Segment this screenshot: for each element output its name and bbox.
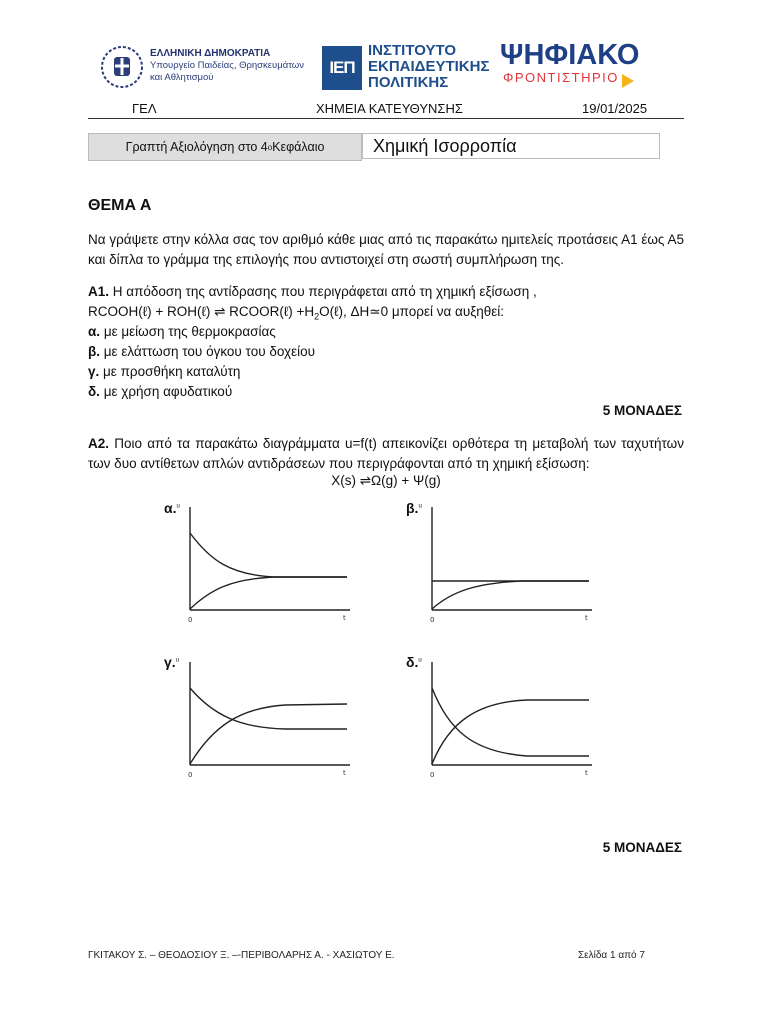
q1-option (88, 382, 684, 402)
graph-b-reverse-rate-curve (432, 581, 589, 609)
graph-b-letter: β. (406, 500, 419, 516)
graph-a-origin: 0 (188, 616, 193, 624)
q1-number: Α1. (88, 284, 110, 299)
section-heading: ΘΕΜΑ Α (88, 197, 152, 214)
q2-stem-block (88, 434, 684, 474)
q1-option (88, 342, 684, 362)
q1-option (88, 362, 684, 382)
graph-d-yaxis: u (418, 657, 422, 664)
graph-a-forward-rate-curve (190, 533, 347, 577)
school-type: ΓΕΛ (132, 101, 157, 116)
assessment-title (88, 133, 362, 161)
topic-title: Χημική Ισορροπία (362, 133, 660, 159)
graph-c-label (164, 654, 179, 670)
graph-a-letter: α. (164, 500, 177, 516)
iep-logo-box: ΙΕΠ (322, 46, 365, 90)
q2-equation: X(s) ⇌Ω(g) + Ψ(g) (331, 473, 441, 488)
ministry-logo-text (150, 48, 304, 84)
q1-option (88, 322, 684, 342)
graph-a-yaxis: u (176, 503, 180, 510)
q1-option-text: με χρήση αφυδατικού (103, 384, 233, 399)
iep-line2: ΕΚΠΑΙΔΕΥΤΙΚΗΣ (368, 58, 490, 75)
course-name: ΧΗΜΕΙΑ ΚΑΤΕΥΘΥΝΣΗΣ (316, 101, 463, 116)
graph-d-forward-rate-curve (432, 688, 589, 756)
graph-b-xaxis: t (585, 614, 588, 622)
q1-equation-b: O(ℓ), ΔH≃0 μπορεί να αυξηθεί: (319, 304, 505, 319)
iep-line3: ΠΟΛΙΤΙΚΗΣ (368, 74, 449, 91)
graph-a-xaxis: t (343, 614, 346, 622)
graph-d-xaxis: t (585, 769, 588, 777)
q1-option-text: με μείωση της θερμοκρασίας (103, 324, 276, 339)
q1-option-text: με προσθήκη καταλύτη (103, 364, 241, 379)
play-triangle-icon (620, 72, 636, 90)
assessment-title-post: Κεφάλαιο (272, 140, 325, 154)
q1-equation-a: RCOOH(ℓ) + ROH(ℓ) ⇌ RCOOR(ℓ) +H (88, 304, 315, 319)
greek-republic-emblem-icon (100, 45, 144, 89)
graph-c-yaxis: u (175, 657, 180, 664)
graph-a[interactable] (185, 505, 355, 630)
q1-option-letter: δ. (88, 384, 100, 399)
iep-line1: ΙΝΣΤΙΤΟΥΤΟ (368, 42, 457, 59)
digital-logo-title: ΨΗΦΙΑΚΟ (500, 39, 640, 71)
q1-option-letter: γ. (88, 364, 100, 379)
q1-option-letter: β. (88, 344, 100, 359)
graph-d-origin: 0 (430, 771, 435, 779)
q1-marks: 5 ΜΟΝΑΔΕΣ (602, 403, 682, 418)
graph-d-label (406, 654, 422, 670)
q1-stem-line (88, 282, 684, 302)
q1-option-text: με ελάττωση του όγκου του δοχείου (103, 344, 315, 359)
q2-stem: Ποιο από τα παρακάτω διαγράμματα u=f(t) απεικονίζει ορθότερα τη μεταβολή των ταχυτήτων των δυο αντίθετων απλών αντιδράσεων που περιγράφονται από τη χημική εξίσωση: (88, 436, 684, 471)
q1-equation-sub: 2 (314, 311, 320, 322)
graph-b-label (406, 500, 422, 516)
exam-date: 19/01/2025 (582, 101, 648, 116)
section-instructions: Να γράψετε στην κόλλα σας τον αριθμό κάθε μιας από τις παρακάτω ημιτελείς προτάσεις Α1 έως Α5 και δίπλα το γράμμα της επιλογής που αντιστοιχεί στη σωστή συμπλήρωση της. (88, 232, 684, 267)
graph-c-xaxis: t (343, 769, 346, 777)
graph-a-label (164, 500, 180, 516)
graph-b-yaxis: u (418, 503, 422, 510)
gov-title: ΕΛΛΗΝΙΚΗ ΔΗΜΟΚΡΑΤΙΑ (150, 48, 271, 59)
assessment-title-sup: ο (267, 142, 273, 152)
graph-c-origin: 0 (188, 771, 193, 779)
q2-marks: 5 ΜΟΝΑΔΕΣ (602, 840, 682, 855)
gov-line3: και Αθλητισμού (150, 72, 214, 83)
graph-c[interactable] (185, 660, 355, 785)
graph-b[interactable] (427, 505, 597, 630)
graph-d-letter: δ. (406, 654, 419, 670)
graph-b-origin: 0 (430, 616, 435, 624)
header-divider (88, 118, 684, 119)
assessment-title-pre: Γραπτή Αξιολόγηση στο 4 (125, 140, 268, 154)
footer-page-number: Σελίδα 1 από 7 (578, 950, 645, 961)
graph-c-forward-rate-curve (190, 688, 347, 729)
graph-d[interactable] (427, 660, 597, 785)
graph-a-reverse-rate-curve (190, 577, 347, 609)
footer-authors: ΓΚΙΤΑΚΟΥ Σ. – ΘΕΟΔΟΣΙΟΥ Ξ. –-ΠΕΡΙΒΟΛΑΡΗΣ Α. - ΧΑΣΙΩΤΟΥ Ε. (88, 950, 395, 961)
graph-c-reverse-rate-curve (190, 704, 347, 764)
digital-logo-subtitle: ΦΡΟΝΤΙΣΤΗΡΙΟ (503, 70, 619, 85)
q1-stem: Η απόδοση της αντίδρασης που περιγράφεται από τη χημική εξίσωση , (112, 284, 537, 299)
gov-line2: Υπουργείο Παιδείας, Θρησκευμάτων (150, 60, 304, 71)
iep-logo-text (368, 43, 489, 91)
q2-number: Α2. (88, 436, 110, 451)
graph-c-letter: γ. (164, 654, 176, 670)
q1-option-letter: α. (88, 324, 101, 339)
